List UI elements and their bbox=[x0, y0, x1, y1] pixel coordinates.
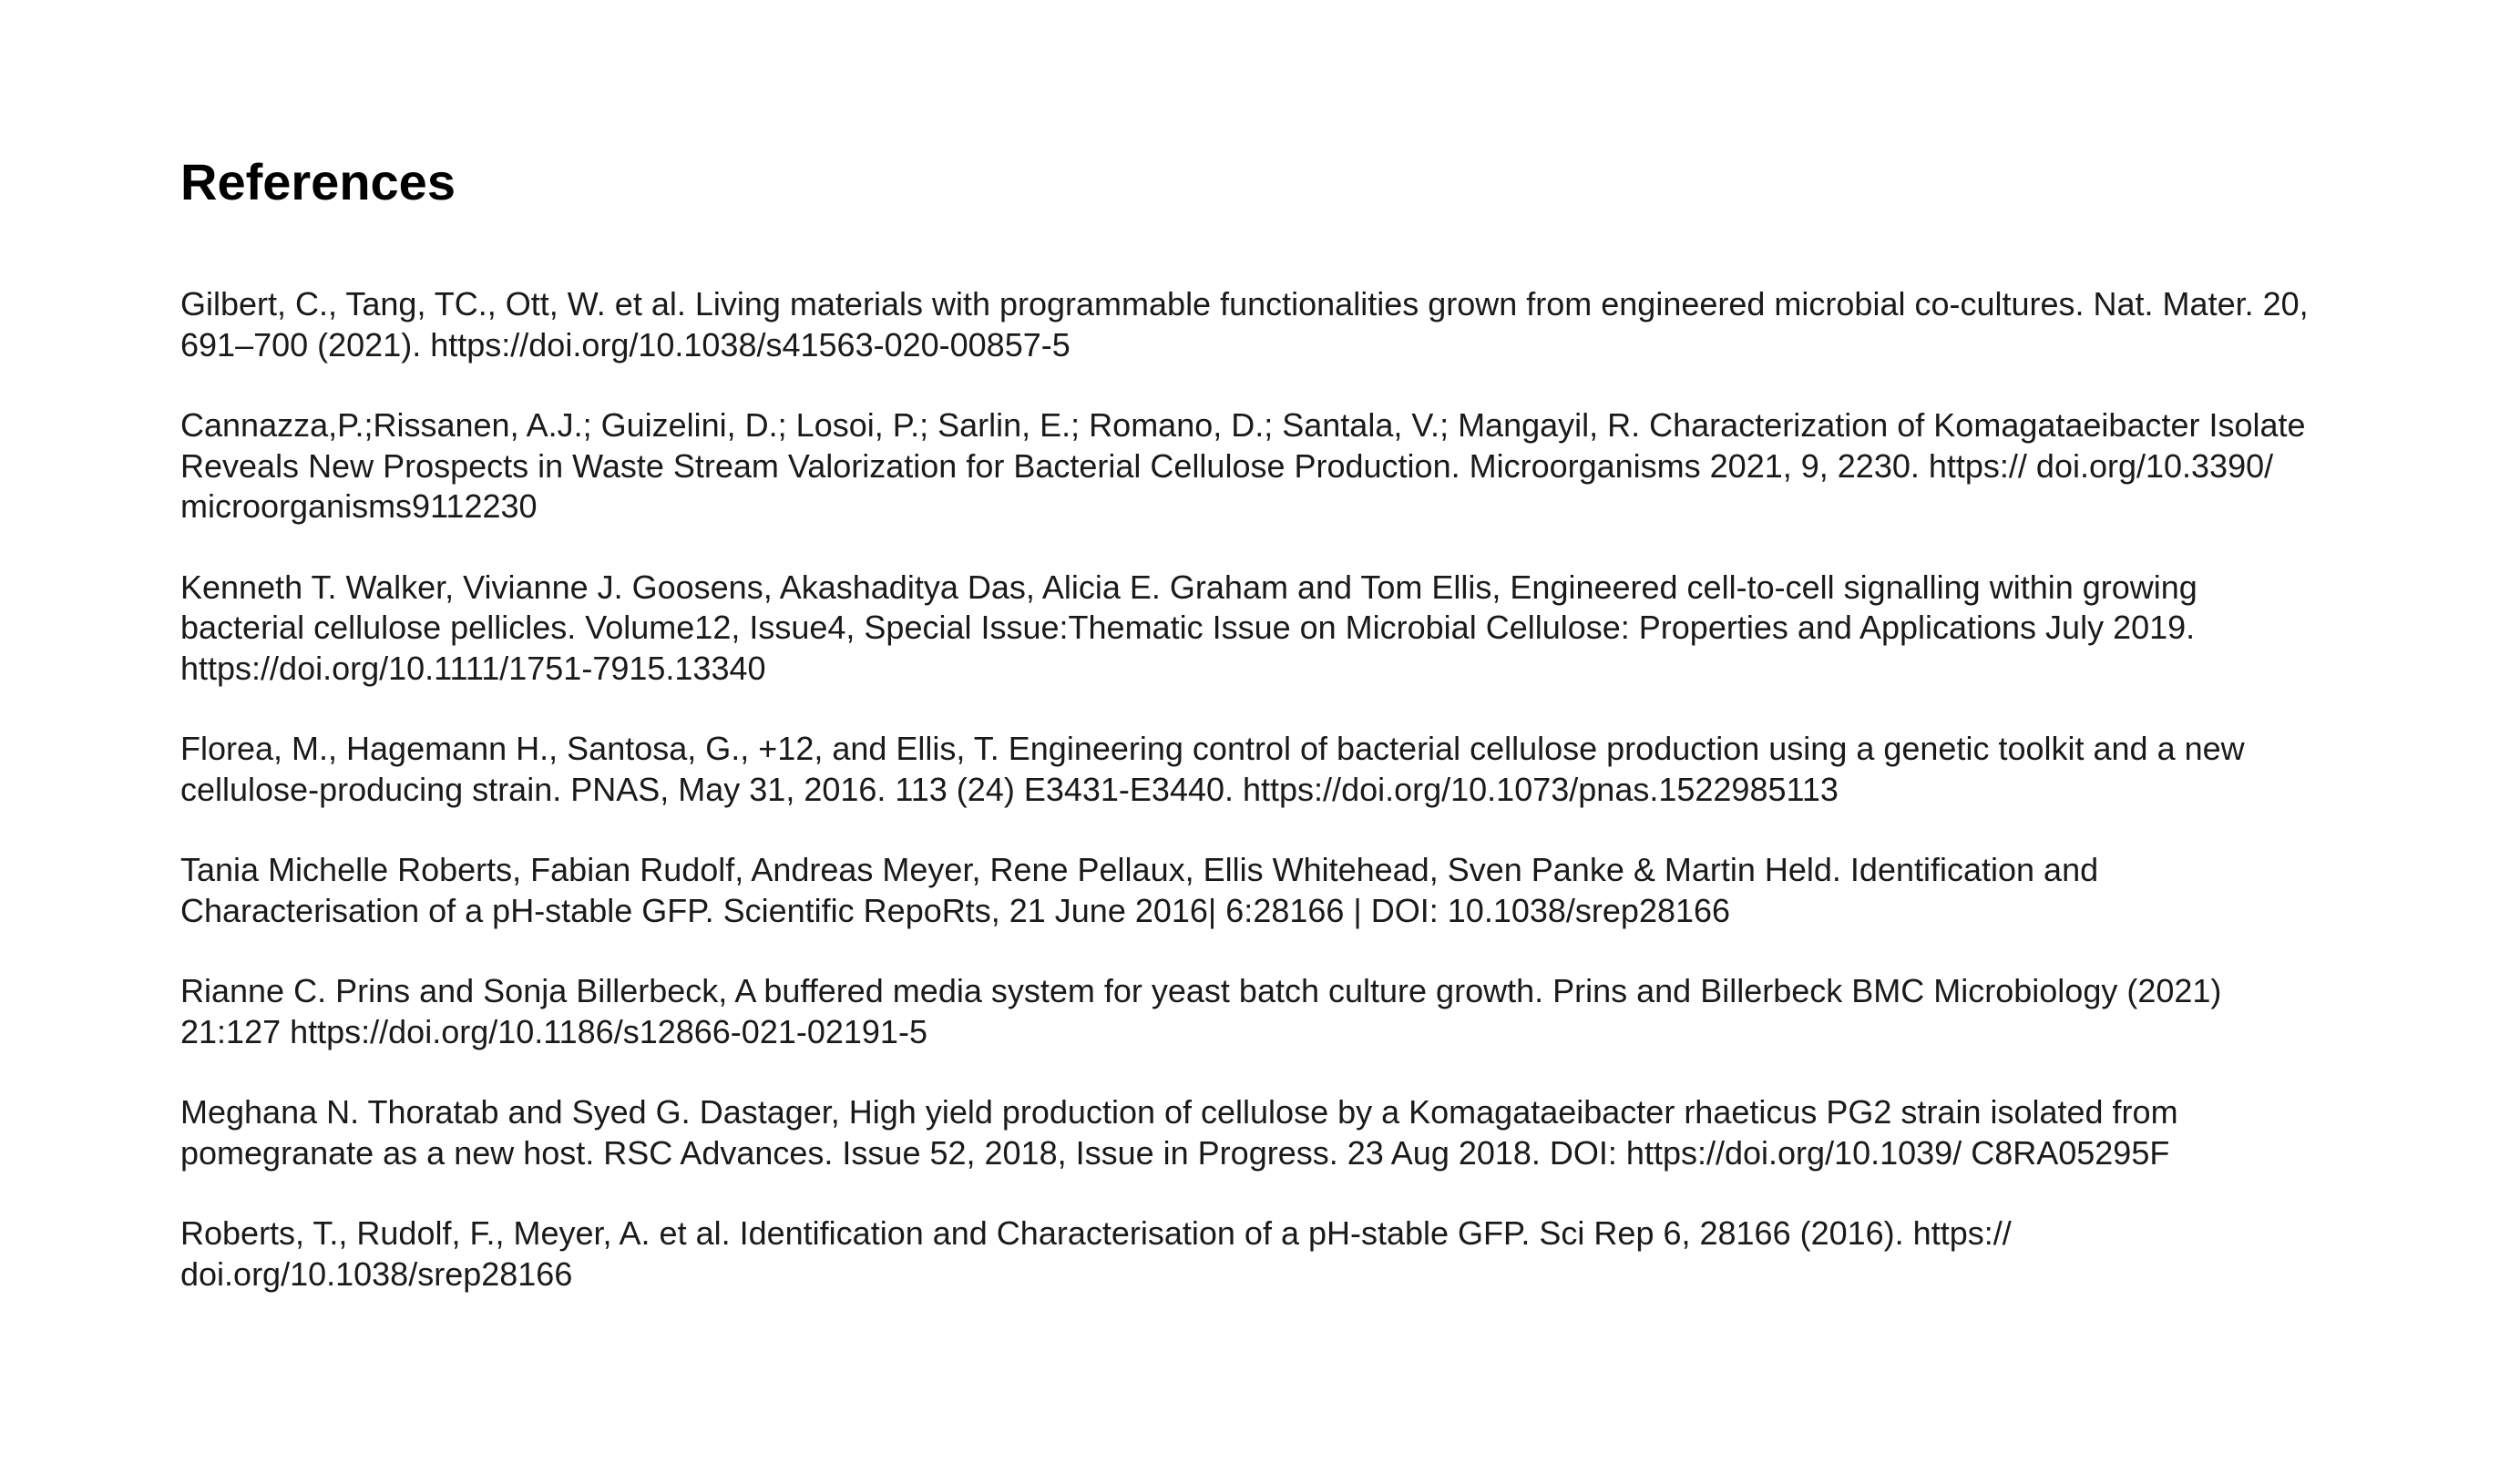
reference-item-7: Meghana N. Thoratab and Syed G. Dastager, High yield production of cellulose by a Komagataeibacter rhaeticus PG2 strain isolated from pomegranate as a new host. RSC Advances. Issue 52, 2018, Issue in Progress. 23 Aug 2018. DOI: https://doi.org/10.1039/ C8RA05295F bbox=[180, 1093, 2178, 1172]
reference-item-3: Kenneth T. Walker, Vivianne J. Goosens, Akashaditya Das, Alicia E. Graham and Tom Ellis, Engineered cell-to-cell signalling within growing bacterial cellulose pellicles. Volume12, Issue4, Special Issue:Thematic Issue on Microbial Cellulose: Properties and Applications July 2019. https://doi.org/10.1111/1751-7915.13340 bbox=[180, 568, 2197, 687]
reference-item-6: Rianne C. Prins and Sonja Billerbeck, A buffered media system for yeast batch culture growth. Prins and Billerbeck BMC Microbiology (2021) 21:127 https://doi.org/10.1186/s12866-021-02191-5 bbox=[180, 972, 2222, 1050]
page-title: References bbox=[180, 153, 456, 210]
reference-item-8: Roberts, T., Rudolf, F., Meyer, A. et al. Identification and Characterisation of a pH-stable GFP. Sci Rep 6, 28166 (2016). https:// doi.org/10.1038/srep28166 bbox=[180, 1214, 2012, 1293]
reference-list bbox=[180, 284, 2312, 1295]
reference-item-4: Florea, M., Hagemann H., Santosa, G., +12, and Ellis, T. Engineering control of bacterial cellulose production using a genetic toolkit and a new cellulose-producing strain. PNAS, May 31, 2016. 113 (24) E3431-E3440. https://doi.org/10.1073/pnas.1522985113 bbox=[180, 730, 2245, 808]
reference-item-5: Tania Michelle Roberts, Fabian Rudolf, Andreas Meyer, Rene Pellaux, Ellis Whitehead, Sven Panke & Martin Held. Identification and Characterisation of a pH-stable GFP. Scientific RepoRts, 21 June 2016| 6:28166 | DOI: 10.1038/srep28166 bbox=[180, 851, 2099, 929]
reference-item-2: Cannazza,P.;Rissanen, A.J.; Guizelini, D.; Losoi, P.; Sarlin, E.; Romano, D.; Santala, V.; Mangayil, R. Characterization of Komagataeibacter Isolate Reveals New Prospects in Waste Stream Valorization for Bacterial Cellulose Production. Microorganisms 2021, 9, 2230. https:// doi.org/10.3390/ microorganisms9112230 bbox=[180, 406, 2306, 525]
references-page bbox=[180, 146, 2312, 1335]
reference-item-1: Gilbert, C., Tang, TC., Ott, W. et al. Living materials with programmable functionalities grown from engineered microbial co-cultures. Nat. Mater. 20, 691–700 (2021). https://doi.org/10.1038/s41563-020-00857-5 bbox=[180, 285, 2309, 363]
